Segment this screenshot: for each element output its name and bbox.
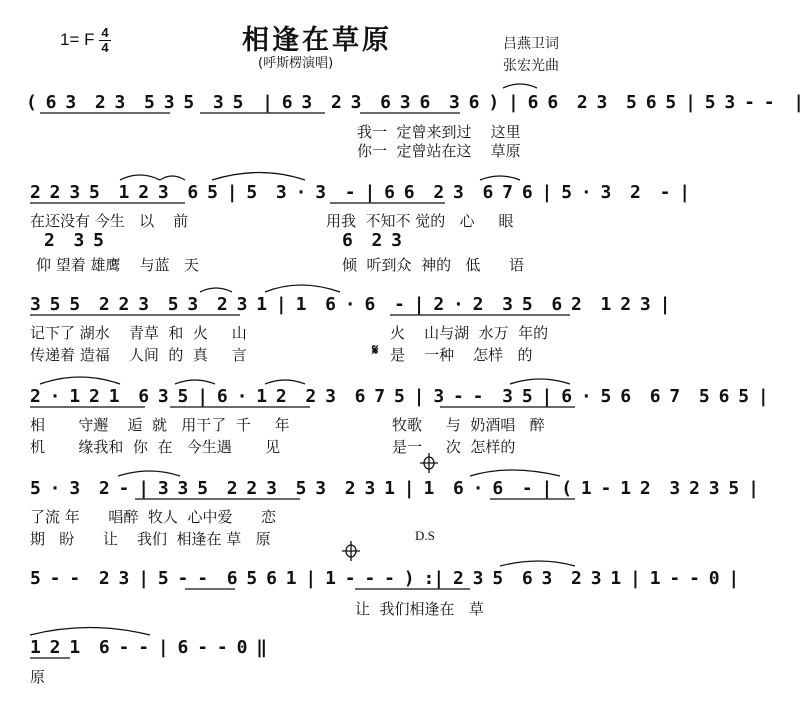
song-subtitle: (呼斯楞演唱)	[258, 56, 334, 71]
key-signature: 1= F	[60, 30, 95, 49]
lyrics-line-2a-right: 用我 不知不 觉的 心 眼	[326, 212, 514, 230]
lyrics-line-2b-right: 倾 听到众 神的 低 语	[342, 256, 524, 274]
lyrics-line-1a: 我一 定曾来到过 这里	[357, 123, 521, 141]
lyrics-line-2a: 在还没有 今生 以 前	[30, 212, 189, 230]
slur	[503, 84, 537, 88]
alt-notes-line-2: 2 3 5	[44, 230, 104, 251]
slur	[510, 379, 570, 384]
notation-line-3: 3 5 5 2 2 3 5 3 2 3 1 | 1 6 · 6 - | 2 · 2 3 5 6 2 1 2 3 |	[30, 294, 670, 315]
notation-line-5: 5 · 3 2 - | 3 3 5 2 2 3 5 3 2 3 1 | 1 6 · 6 - | ( 1 - 1 2 3 2 3 5 |	[30, 478, 758, 499]
slur	[40, 377, 120, 384]
notation-line-7: 1 2 1 6 - - | 6 - - 0 ‖	[30, 637, 267, 658]
slur	[470, 470, 560, 476]
slur	[265, 380, 305, 384]
lyrics-line-4b: 机 缘我和 你 在 今生遇 见	[30, 438, 281, 456]
lyrics-line-6a: 让 我们相逢在 草	[355, 600, 484, 618]
notation-line-6: 5 - - 2 3 | 5 - - 6 5 6 1 | 1 - - - ) :| 2 3 5 6 3 2 3 1 | 1 - - 0 |	[30, 568, 739, 589]
slur	[175, 380, 215, 384]
segno-mark: 𝄋	[372, 341, 379, 359]
slur	[30, 628, 150, 636]
notation-line-4: 2 · 1 2 1 6 3 5 | 6 · 1 2 2 3 6 7 5 | 3 - - 3 5 | 6 · 5 6 6 7 5 6 5 |	[30, 386, 768, 407]
slur	[200, 288, 232, 292]
lyrics-line-3b: 传递着 造福 人间 的 真 言	[30, 346, 247, 364]
lyrics-line-7a: 原	[30, 668, 46, 686]
slur	[160, 176, 185, 180]
lyrics-line-5a: 了流 年 唱醉 牧人 心中爱 恋	[30, 508, 277, 526]
slurs	[30, 84, 575, 635]
slur	[120, 175, 160, 180]
slur	[118, 471, 180, 476]
lyrics-line-4b-right: 是一 次 怎样的	[392, 438, 516, 456]
lyricist-credit: 吕燕卫词	[503, 36, 559, 52]
ds-mark: D.S	[415, 528, 435, 543]
lyrics-line-4a-right: 牧歌 与 奶酒唱 醉	[392, 416, 545, 434]
lyrics-line-3a-right: 火 山与湖 水万 年的	[390, 324, 549, 342]
notation-line-2: 2 2 3 5 1 2 3 6 5 | 5 3 · 3 - | 6 6 2 3 6 7 6 | 5 · 3 2 - |	[30, 182, 690, 203]
time-signature-top: 4	[101, 25, 109, 40]
slur	[480, 176, 520, 180]
slur	[212, 173, 305, 181]
coda-icon	[342, 541, 360, 561]
slur	[265, 285, 340, 292]
composer-credit: 张宏光曲	[503, 58, 559, 74]
slur	[500, 561, 575, 566]
time-signature-bottom: 4	[101, 40, 109, 55]
lyrics-line-3b-right: 是 一种 怎样 的	[390, 346, 533, 364]
lyrics-line-2b: 仰 望着 雄鹰 与蓝 天	[36, 256, 199, 274]
alt-notes-line-2-right: 6 2 3	[342, 230, 402, 251]
lyrics-line-5b: 期 盼 让 我们 相逢在 草 原	[30, 530, 271, 548]
underlines	[30, 113, 575, 658]
lyrics-line-1b: 你一 定曾站在这 草原	[357, 142, 521, 160]
lyrics-line-4a: 相 守邂 逅 就 用干了 千 年	[30, 416, 290, 434]
song-title: 相逢在草原	[242, 25, 392, 56]
lyrics-line-3a: 记下了 湖水 青草 和 火 山	[30, 324, 247, 342]
notation-line-1: ( 6 3 2 3 5 3 5 3 5 | 6 3 2 3 6 3 6 3 6 ) | 6 6 2 3 5 6 5 | 5 3 - - |	[26, 92, 803, 113]
coda-icon	[420, 453, 438, 473]
